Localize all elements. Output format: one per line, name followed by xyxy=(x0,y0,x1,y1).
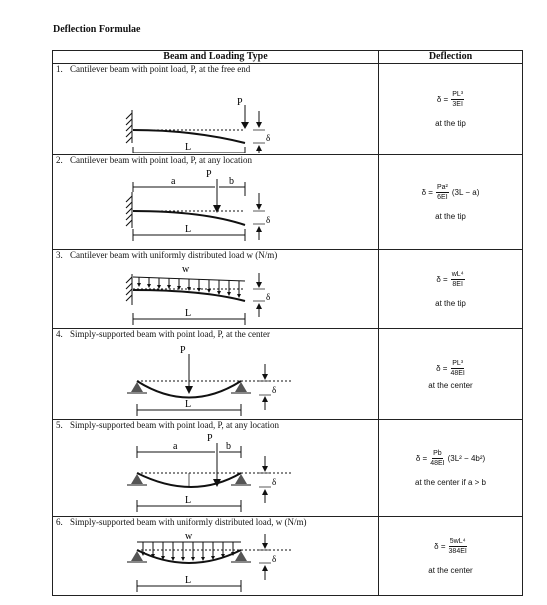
load-arrowhead xyxy=(241,122,249,129)
formula-suffix: (3L² − 4b²) xyxy=(447,454,486,463)
deflection-formula xyxy=(436,270,464,289)
beam-cell xyxy=(53,329,379,420)
formula-denominator: 3EI xyxy=(452,101,463,108)
deflection-cell xyxy=(379,517,523,596)
formula-denominator: 6EI xyxy=(437,194,448,201)
row-number: 5. xyxy=(56,420,63,430)
header-deflection: Deflection xyxy=(379,51,523,64)
formula-numerator: Pa² xyxy=(436,184,448,191)
formula-fraction xyxy=(449,537,467,556)
row-label xyxy=(53,155,378,166)
delta-label: δ xyxy=(272,385,277,395)
b-label: b xyxy=(229,176,234,187)
beam-diagram xyxy=(53,340,378,419)
table-row xyxy=(53,420,523,517)
delta-equals: δ = xyxy=(421,188,433,197)
delta-arrow-up xyxy=(256,145,262,151)
deflection-location: at the center xyxy=(428,566,473,575)
fixed-wall xyxy=(126,274,132,305)
length-label: L xyxy=(185,308,192,319)
document-title: Deflection Formulae xyxy=(53,24,141,35)
delta-arrow-down xyxy=(262,466,268,472)
length-label: L xyxy=(185,224,192,235)
row-number: 3. xyxy=(56,250,63,260)
delta-equals: δ = xyxy=(436,95,449,104)
formula-fraction xyxy=(451,90,464,109)
length-label: L xyxy=(185,495,192,506)
load-label-P: P xyxy=(237,97,243,108)
formula-fraction xyxy=(436,183,449,202)
row-title: Cantilever beam with uniformly distributed load w (N/m) xyxy=(70,250,278,260)
formula-numerator: wL⁴ xyxy=(451,271,464,278)
row-title: Cantilever beam with point load, P, at the free end xyxy=(70,64,251,74)
delta-arrow-up xyxy=(256,303,262,309)
beam-diagram xyxy=(53,75,378,153)
deflection-location: at the tip xyxy=(435,299,466,308)
load-label-w: w xyxy=(185,531,193,542)
row-label xyxy=(53,250,378,261)
formula-fraction xyxy=(451,270,465,289)
formula-fraction xyxy=(430,449,444,468)
beam-cell xyxy=(53,517,379,596)
delta-arrow-down xyxy=(256,204,262,210)
delta-arrow-down xyxy=(256,282,262,288)
deflected-beam xyxy=(133,290,245,301)
header-beam-type: Beam and Loading Type xyxy=(53,51,379,64)
delta-arrow-up xyxy=(262,565,268,571)
row-label xyxy=(53,64,378,75)
row-number: 2. xyxy=(56,155,63,165)
formula-numerator: PL³ xyxy=(452,359,464,367)
delta-equals: δ = xyxy=(434,542,446,551)
deflection-location: at the tip xyxy=(435,119,466,128)
load-label-P: P xyxy=(207,433,213,444)
row-number: 4. xyxy=(56,329,63,339)
formula-denominator: 384EI xyxy=(448,548,467,555)
length-label: L xyxy=(185,575,192,586)
beam-diagram xyxy=(53,528,378,595)
delta-label: δ xyxy=(272,554,277,564)
b-label: b xyxy=(226,441,231,452)
load-label-P: P xyxy=(180,345,186,356)
delta-arrow-down xyxy=(262,543,268,549)
deflection-location: at the center xyxy=(428,380,473,390)
delta-equals: δ = xyxy=(436,275,448,284)
table-header-row xyxy=(53,51,523,64)
formula-denominator: 8EI xyxy=(452,281,463,288)
load-arrowhead xyxy=(213,205,221,213)
load-label-w: w xyxy=(182,264,190,275)
deflected-beam xyxy=(133,211,245,225)
deflection-cell xyxy=(379,329,523,420)
beam-diagram xyxy=(53,166,378,248)
beam-diagram xyxy=(53,431,378,515)
deflection-formula xyxy=(436,359,465,378)
delta-label: δ xyxy=(272,477,277,487)
deflection-cell xyxy=(379,250,523,329)
table-row xyxy=(53,64,523,155)
deflection-location: at the tip xyxy=(435,212,466,221)
length-label: L xyxy=(185,399,192,410)
beam-cell xyxy=(53,420,379,517)
row-title: Simply-supported beam with point load, P, at the center xyxy=(70,329,270,339)
delta-arrow-up xyxy=(262,489,268,495)
delta-label: δ xyxy=(266,215,271,225)
deflection-formula xyxy=(422,183,480,202)
delta-arrow-down xyxy=(256,122,262,128)
beam-cell xyxy=(53,64,379,155)
beam-diagram xyxy=(53,261,378,328)
udl-arrows xyxy=(143,542,233,559)
row-title: Simply-supported beam with uniformly distributed load, w (N/m) xyxy=(70,517,307,527)
delta-arrow-up xyxy=(262,396,268,402)
row-number: 6. xyxy=(56,517,63,527)
formula-numerator: Pb xyxy=(433,450,442,457)
delta-arrow-down xyxy=(262,374,268,380)
row-label xyxy=(53,517,378,528)
row-label xyxy=(53,329,378,340)
table-row xyxy=(53,155,523,250)
deflection-table xyxy=(52,50,523,596)
deflection-cell xyxy=(379,155,523,250)
a-label: a xyxy=(171,176,176,187)
row-label xyxy=(53,420,378,431)
deflection-formula xyxy=(437,90,464,109)
table-row xyxy=(53,329,523,420)
formula-denominator: 48EI xyxy=(450,369,465,377)
formula-numerator: 5wL⁴ xyxy=(449,538,466,545)
formula-numerator: PL³ xyxy=(452,91,464,98)
delta-arrow-up xyxy=(256,226,262,232)
deflection-cell xyxy=(379,420,523,517)
fixed-wall xyxy=(126,110,132,143)
delta-label: δ xyxy=(266,292,271,302)
deflection-cell xyxy=(379,64,523,155)
formula-denominator: 48EI xyxy=(430,460,445,467)
a-label: a xyxy=(173,441,178,452)
deflection-location: at the center if a > b xyxy=(415,478,486,487)
table-row xyxy=(53,250,523,329)
load-arrowhead xyxy=(185,386,193,394)
beam-cell xyxy=(53,155,379,250)
fixed-wall xyxy=(126,192,132,228)
formula-suffix: (3L − a) xyxy=(451,188,480,197)
table-row xyxy=(53,517,523,596)
length-label: L xyxy=(185,142,192,153)
row-title: Cantilever beam with point load, P, at any location xyxy=(70,155,252,165)
formula-fraction xyxy=(450,359,464,378)
load-label-P: P xyxy=(206,169,212,180)
row-number: 1. xyxy=(56,64,63,74)
delta-equals: δ = xyxy=(415,454,428,463)
delta-equals: δ = xyxy=(436,363,448,373)
deflection-formula xyxy=(434,537,467,556)
row-title: Simply-supported beam with point load, P, at any location xyxy=(70,420,279,430)
beam-cell xyxy=(53,250,379,329)
deflection-formula xyxy=(416,449,485,468)
delta-label: δ xyxy=(266,133,271,143)
